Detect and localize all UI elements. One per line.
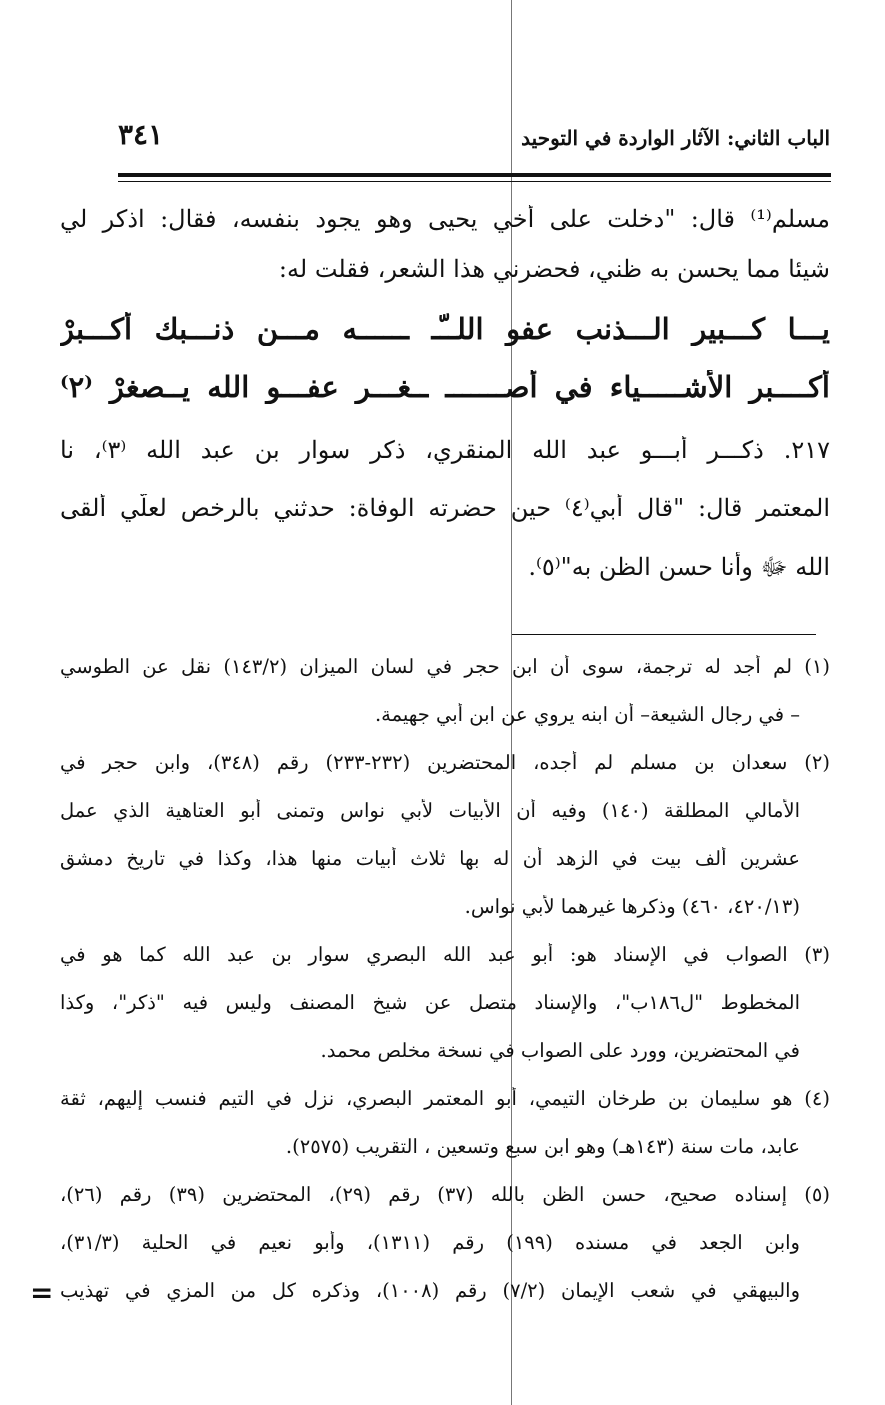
running-title: الباب الثاني: الآثار الواردة في التوحيد: [521, 126, 830, 150]
footnote-3-line-1: (٣) الصواب في الإسناد هو: أبو عبد الله البصري سوار بن عبد الله كما هو في: [60, 943, 830, 966]
footnote-2-line-1: (٢) سعدان بن مسلم لم أجده، المحتضرين (٢٣٢-٢٣٣) رقم (٣٤٨)، وابن حجر في: [60, 751, 830, 774]
body-line-1: مسلم⁽¹⁾ قال: "دخلت على أخي يحيى وهو يجود بنفسه، فقال: اذكر لي: [60, 205, 830, 233]
footnote-2-line-3: عشرين ألف بيت في الزهد أن له بها ثلاث أبيات منها هذا، وكذا في تاريخ دمشق: [60, 847, 800, 870]
footnote-5-line-1: (٥) إسناده صحيح، حسن الظن بالله (٣٧) رقم (٢٩)، المحتضرين (٣٩) رقم (٢٦)،: [60, 1183, 830, 1206]
footnote-2-line-4: (٤٢٠/١٣، ٤٦٠) وذكرها غيرهما لأبي نواس.: [464, 895, 800, 918]
header-rule-thick: [118, 173, 831, 177]
poem-verse-1: يـــا كـــبير الـــذنب عفو اللــّـ ــــــه مـــن ذنـــبك أكـــبرْ: [60, 312, 830, 346]
footnote-1-line-2: – في رجال الشيعة– أن ابنه يروي عن ابن أبي جهيمة.: [374, 703, 800, 726]
poem-verse-2: أكــــبر الأشـــــياء في أصـــــــ ــغـــر عفـــو الله يــصغرْ ⁽٢⁾: [60, 370, 830, 404]
entry-217-line-2: المعتمر قال: "قال أبي⁽٤⁾ حين حضرته الوفاة: حدثني بالرخص لعلّي ألقى: [60, 494, 830, 522]
page-header: [118, 118, 830, 158]
footnote-4-line-1: (٤) هو سليمان بن طرخان التيمي، أبو المعتمر البصري، نزل في التيم فنسب إليهم، ثقة: [60, 1087, 830, 1110]
continuation-mark: =: [30, 1276, 54, 1309]
entry-217-line-3: الله ﷻ وأنا حسن الظن به"⁽٥⁾.: [528, 553, 830, 581]
footnote-3-line-2: المخطوط "ل١٨٦ب"، والإسناد متصل عن شيخ المصنف وليس فيه "ذكر"، وكذا: [60, 991, 800, 1014]
footnote-3-line-3: في المحتضرين، وورد على الصواب في نسخة مخلص محمد.: [320, 1039, 800, 1062]
footnote-5-line-3: والبيهقي في شعب الإيمان (٧/٢) رقم (١٠٠٨)، وذكره كل من المزي في تهذيب: [60, 1279, 800, 1302]
footnote-5-line-2: وابن الجعد في مسنده (١٩٩) رقم (١٣١١)، وأبو نعيم في الحلية (٣١/٣)،: [60, 1231, 800, 1254]
footnote-2-line-2: الأمالي المطلقة (١٤٠) وفيه أن الأبيات لأبي نواس وتمنى أبو العتاهية الذي عمل: [60, 799, 800, 822]
header-rule-thin: [118, 181, 831, 182]
page-number: ٣٤١: [118, 118, 164, 151]
footnote-4-line-2: عابد، مات سنة (١٤٣هـ) وهو ابن سبع وتسعين ، التقريب (٢٥٧٥).: [285, 1135, 800, 1158]
footnote-separator: [512, 634, 816, 635]
body-line-2: شيئا مما يحسن به ظني، فحضرني هذا الشعر، فقلت له:: [278, 255, 830, 283]
footnote-1-line-1: (١) لم أجد له ترجمة، سوى أن ابن حجر في لسان الميزان (١٤٣/٢) نقل عن الطوسي: [60, 655, 830, 678]
entry-217-line-1: ٢١٧. ذكـــر أبـــو عبد الله المنقري، ذكر سوار بن عبد الله ⁽٣⁾، نا: [60, 436, 830, 464]
